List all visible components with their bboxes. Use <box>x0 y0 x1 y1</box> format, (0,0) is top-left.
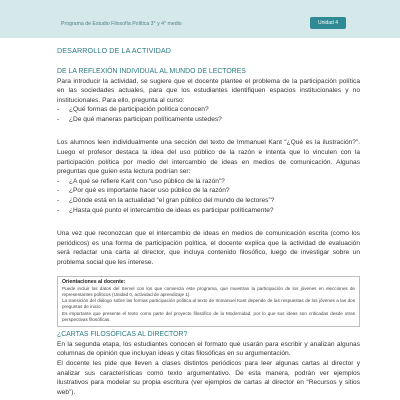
section2-title: ¿CARTAS FILOSÓFICAS AL DIRECTOR? <box>57 331 188 339</box>
section1-title: DE LA REFLEXIÓN INDIVIDUAL AL MUNDO DE LECTORES <box>57 68 246 75</box>
document-body <box>57 46 360 397</box>
guidance-item: La transición del diálogo sobre las formas participación política al texto de Immanuel Kant depende de las respuestas de los jóvenes a las dos preguntas de inicio. <box>62 298 355 310</box>
guidance-item: Puede incluir los datos del Servel con los que comienza este programa, que muestran la participación de los jóvenes en elecciones de representantes políticos (Unidad 0, actividad de aprendizaje 1). <box>62 285 355 297</box>
kant-paragraph: Los alumnos leen individualmente una sección del texto de Immanuel Kant “¿Qué es la ilustración?”. Luego el profesor destaca la idea del uso público de la razón e intenta que lo vinculen con la participación política por medio del intercambio de ideas en medios de comunicación. Algunas preguntas que guíen esta lectura podrían ser: <box>57 139 360 176</box>
list-item: - ¿A qué se refiere Kant con “uso público de la razón”? <box>57 177 360 187</box>
list-item: - ¿Qué formas de participación política conocen? <box>57 105 360 115</box>
section1-intro: Para introducir la actividad, se sugiere que el docente plantee el problema de la participación política en las sociedades actuales, para que los estudiantes identifiquen espacios institucionales y no institucionales. Para ello, pregunta al curso: <box>57 77 360 104</box>
list-item: - ¿Dónde está en la actualidad “el gran público del mundo de lectores”? <box>57 196 360 206</box>
header-band <box>0 0 400 38</box>
program-title: Programa de Estudio Filosofía Política 3° y 4° medio <box>61 21 182 27</box>
teacher-guidance-box <box>57 276 360 328</box>
list-item: - ¿Hasta qué punto el intercambio de ideas es participar políticamente? <box>57 206 360 216</box>
section2-paragraph-2: El docente les pide que lleven a clases distintos periódicos para leer algunas cartas al director y analizar sus características como texto argumentativo. De esta manera, podrán ver ejemplos ilustrativos para modelar su propia escritura (ver ejemplos de cartas al director en “Recursos y sitios web”). <box>57 360 360 396</box>
guidance-item: Es importante que presente el texto como parte del proyecto filosófico de la Modernidad, por lo que sus ideas son criticadas desde otras perspectivas filosóficas. <box>62 310 355 323</box>
intro-question-list <box>57 105 360 124</box>
kant-question-list <box>57 177 360 215</box>
closing-paragraph: Una vez que reconozcan que el intercambio de ideas en medios de comunicación escrita (como los periódicos) es una forma de participación política, el docente explica que la actividad de evaluación será redactar una carta al director, que incluya contenido filosófico, luego de investigar sobre un problema social que les interese. <box>57 230 360 266</box>
unit-badge: Unidad 4 <box>310 17 346 29</box>
list-item: - ¿Por qué es importante hacer uso público de la razón? <box>57 186 360 196</box>
main-title: DESARROLLO DE LA ACTIVIDAD <box>57 46 172 55</box>
guidance-title: Orientaciones al docente: <box>62 278 126 285</box>
list-item: - ¿De qué maneras participan políticamente ustedes? <box>57 115 360 125</box>
section2-paragraph-1: En la segunda etapa, los estudiantes conocen el formato que usarán para escribir y analizan algunas columnas de opinión que incluyan ideas y citas filosóficas en su argumentación. <box>57 340 360 358</box>
